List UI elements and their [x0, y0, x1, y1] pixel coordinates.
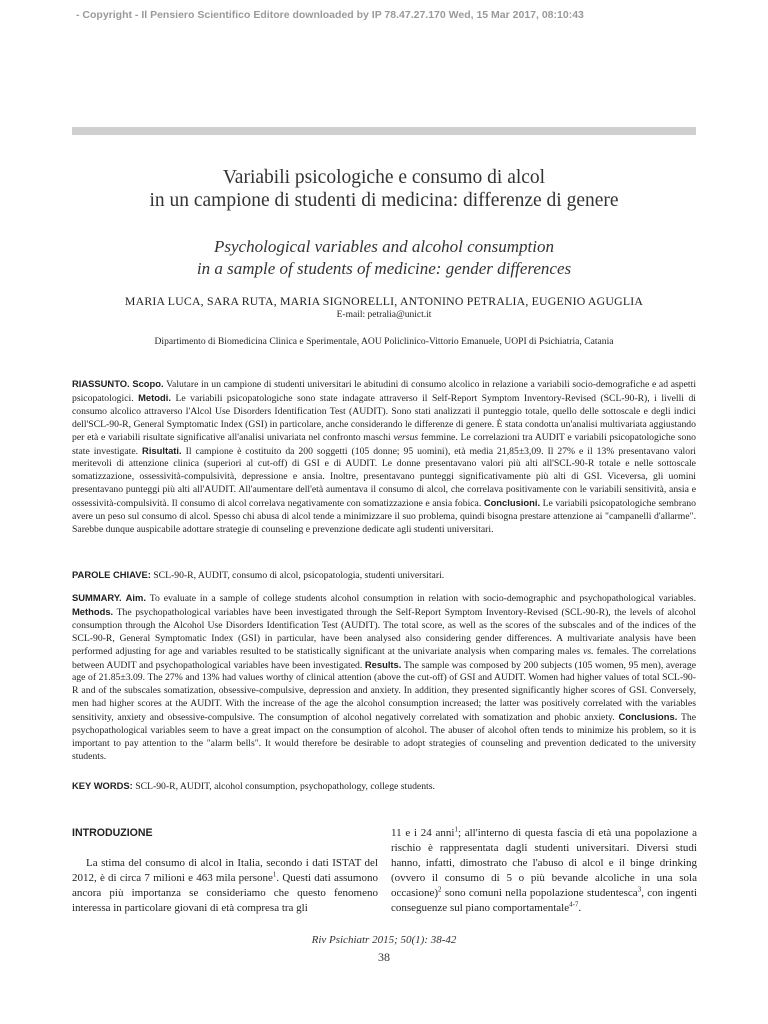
author-list: MARIA LUCA, SARA RUTA, MARIA SIGNORELLI, ANTONINO PETRALIA, EUGENIO AGUGLIA — [124, 294, 644, 308]
parole-chiave — [72, 569, 696, 583]
parole-chiave-label: PAROLE CHIAVE: — [72, 569, 151, 580]
title-en-line-2: in a sample of students of medicine: gender differences — [196, 259, 572, 278]
summary-label: SUMMARY. — [72, 592, 122, 603]
article-title-english — [0, 236, 768, 280]
scopo-text: Valutare in un campione di studenti universitari le abitudini di consumo alcolico in relazione a variabili socio-demografiche e ad aspetti psicopatologici. — [72, 379, 697, 404]
page-number: 38 — [378, 950, 390, 964]
parole-chiave-text: SCL-90-R, AUDIT, consumo di alcol, psicopatologia, studenti universitari. — [153, 570, 445, 581]
results-text: The sample was composed by 200 subjects (105 women, 95 men), average age of 21.85±3.09. The 27% and 13% had values worthy of clinical attention (above the cut-off) of GSI and AUDIT. Women had higher values of total SCL-90-R and of the subscales somatization, obsessive-compulsive, depression and anxiety. In addition, they presented significantly higher scores of GSI. Conversely, men had higher scores at the AUDIT. With the increase of the age the alcohol consumption increased; the latter was positively correlated with the variables sensitivity, anxiety and obsessive-compulsive. The consumption of alcohol negatively correlated with somatization and phobic anxiety. — [72, 659, 696, 724]
aim-text: To evaluate in a sample of college students alcohol consumption in relation with socio-demographic and psychopathological variables. — [149, 593, 696, 604]
copyright-notice: - Copyright - Il Pensiero Scientifico Editore downloaded by IP 78.47.27.170 Wed, 15 Mar 2017, 08:10:43 — [76, 9, 584, 21]
metodi-versus: versus — [393, 431, 419, 443]
results-label: Results. — [364, 658, 402, 670]
key-words — [72, 780, 696, 794]
title-en-line-1: Psychological variables and alcohol consumption — [214, 237, 554, 256]
intro-heading: INTRODUZIONE — [72, 827, 153, 839]
riassunto-abstract — [72, 378, 696, 537]
risultati-label: Risultati. — [142, 444, 182, 456]
journal-citation: Riv Psichiatr 2015; 50(1): 38-42 — [311, 934, 457, 946]
methods-text-b: females. The correlations between AUDIT and psychopathological variables have been investigated. — [72, 645, 696, 671]
riassunto-label: RIASSUNTO. — [72, 378, 130, 389]
risultati-text: Il campione è costituito da 200 soggetti (105 donne; 95 uomini), età media 21,85±3,09. Il 27% e il 13% presentavano valori meritevoli di attenzione clinica (superiori al cut-off) di GSI e di AUDIT. Le donne presentavano valori più alti all'SCL-90-R totale e nelle sottoscale somatizzazione, ossessività-compulsività, depressione e ansia. Inoltre, presentavano punteggi significativamente più alti di GSI. Viceversa, gli uomini presentavano punteggi più alti all'AUDIT. All'aumentare dell'età aumentava il consumo di alcol, che correlava positivamente con le variabili sensitività, ansia e ossessività-compulsività. Il consumo di alcol correlava negativamente con somatizzazione e ansia fobica. — [72, 445, 696, 510]
conclusioni-label: Conclusioni. — [483, 497, 541, 509]
methods-label: Methods. — [72, 605, 114, 617]
summary-abstract — [72, 592, 696, 764]
aim-label: Aim. — [125, 592, 146, 603]
metodi-label: Metodi. — [138, 391, 171, 403]
conclusioni-text: Le variabili psicopatologiche sembrano avere un peso sul consumo di alcol. Spesso chi abusa di alcol tende a minimizzare il suo problema, quindi bisogna prestare attenzione ai "campanelli d'allarme". Sarebbe dunque auspicabile adottare strategie di counseling e prevenzione dedicate agli studenti universitari. — [72, 498, 696, 535]
scopo-label: Scopo. — [132, 378, 164, 389]
key-words-label: KEY WORDS: — [72, 780, 133, 791]
metodi-text-a: Le variabili psicopatologiche sono state indagate attraverso il Self-Report Symptom Inventory-Revised (SCL-90-R), i livelli di consumo alcolico attraverso l'Alcol Use Disorders Identification Test (AUDIT). Sono stati analizzati il punteggio totale, quello delle sottoscale e degli indici dell'SCL-90-R, General Symptomatic Index (GSI) in particolare, anche considerando le differenze di genere. È stata condotta un'analisi multivariata aggiustando per età e variabili risultate significative all'analisi univariata nel confronto maschi — [72, 392, 696, 443]
key-words-text: SCL-90-R, AUDIT, alcohol consumption, psychopathology, college students. — [135, 781, 435, 792]
conclusions-label: Conclusions. — [618, 711, 678, 723]
title-it-line-1: Variabili psicologiche e consumo di alcol — [222, 167, 546, 188]
header-rule — [72, 127, 696, 135]
article-title-italian — [0, 166, 768, 212]
methods-text-a: The psychopathological variables have been investigated through the Self-Report Symptom Inventory-Revised (SCL-90-R), the levels of alcohol consumption through the Alcohol Use Disorders Identification Test (AUDIT). The total score, as well as the scores of the subscales and of the indices of the SCL-90-R, General Symptomatic Index (GSI) in particular, have been analysed also considering gender differences. A multivariate analysis have been performed adjusting for age and variables resulted to be statistically significant at the univariate analysis when comparing males — [72, 606, 697, 657]
intro-paragraph: La stima del consumo di alcol in Italia, secondo i dati ISTAT del 2012, è di circa 7 milioni e 463 mila persone$^1$. Questi dati assumono ancora più importanza se consideriamo che questo fenomeno interessa in particolare giovani di età compresa tra gli — [72, 856, 378, 914]
conclusions-text: The psychopathological variables seem to have a great impact on the consumption of alcohol. The abuser of alcohol often tends to minimize his problem, so it is important to pay attention to the "alarm bells". It would therefore be desirable to adopt strategies of counseling and prevention dedicated to the university students. — [72, 712, 696, 762]
body-column-right: 11 e i 24 anni$^1$; all'interno di questa fascia di età una popolazione a rischio è rappresentata dagli studenti universitari. Diversi studi hanno, infatti, dimostrato che l'abuso di alcol e il binge drinking (ovvero il consumo di 5 o più bevande alcoliche in una sola occasione)$^2$ sono comuni nella popolazione studentesca$^3$, con ingenti conseguenze sul piano comportamentale$^{4-7}$. — [391, 825, 698, 914]
methods-vs: vs. — [583, 645, 594, 657]
body-column-left — [72, 826, 378, 916]
affiliation: Dipartimento di Biomedicina Clinica e Sperimentale, AOU Policlinico-Vittorio Emanuele, UOPI di Psichiatria, Catania — [154, 336, 614, 347]
contact-email: E-mail: petralia@unict.it — [336, 310, 432, 320]
title-it-line-2: in un campione di studenti di medicina: differenze di genere — [149, 190, 619, 211]
metodi-text-b: femmine. Le correlazioni tra AUDIT e variabili psicopatologiche sono state investigate. — [72, 431, 696, 457]
